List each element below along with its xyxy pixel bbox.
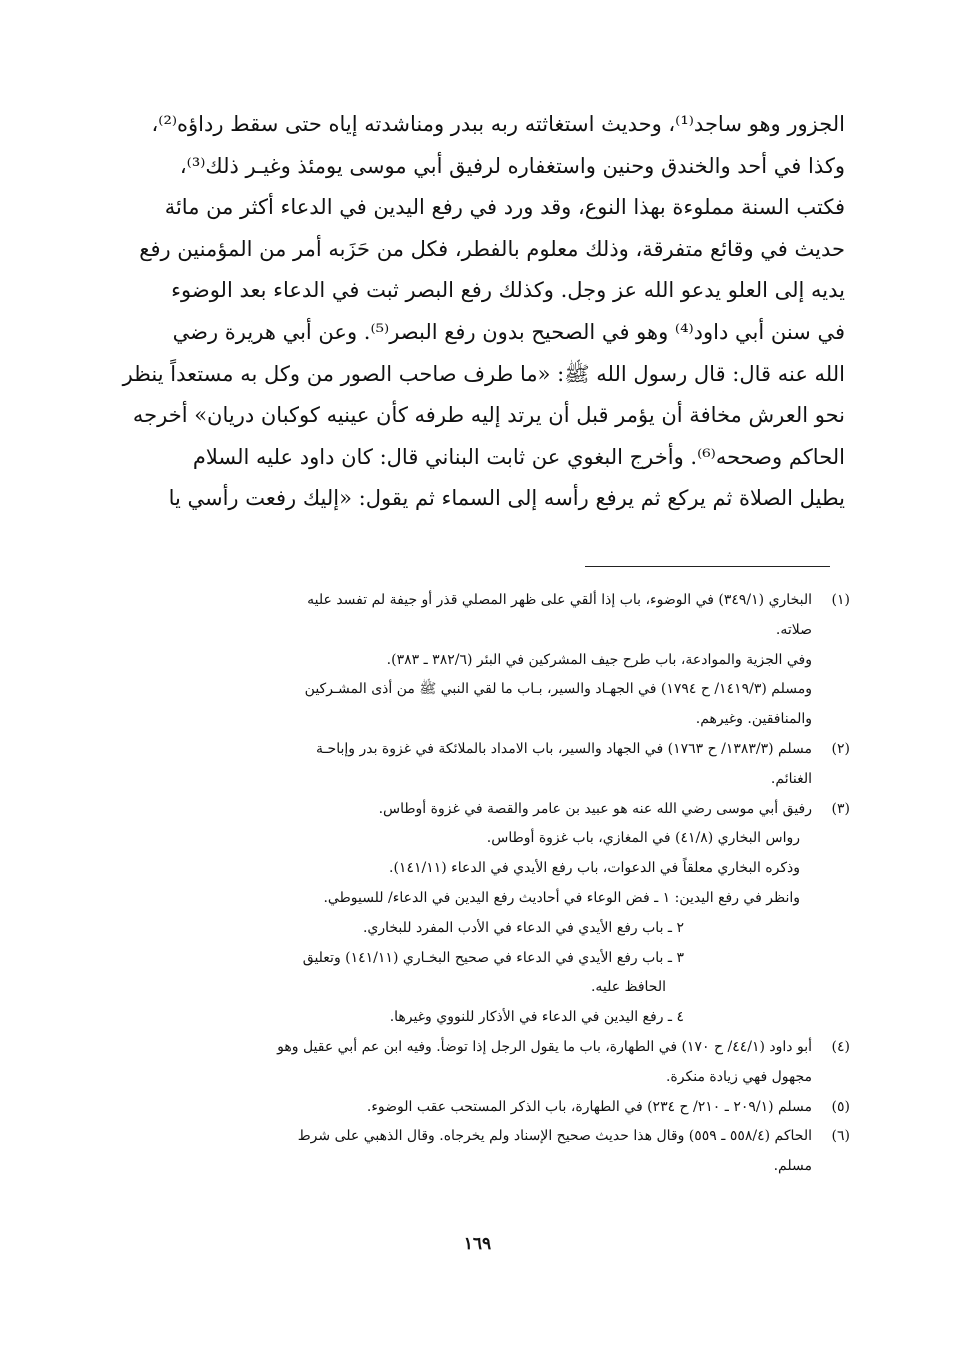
footnote-line: أبو داود (٤٤/١/ ح ١٧٠) في الطهارة، باب ما يقول الرجل إذا توضأ. وفيه ابن عم أبي عقيل وهو (277, 1038, 812, 1055)
main-text-line: يديه إلى العلو يدعو الله عز وجل. وكذلك رفع البصر ثبت في الدعاء بعد الوضوء (171, 278, 845, 303)
footnotes (115, 586, 850, 1182)
footnote-line: وذكره البخاري معلقاً في الدعوات، باب رفع الأيدي في الدعاء (١٤١/١١). (389, 860, 800, 877)
main-text-line: وكذا في أحد والخندق وحنين واستغفاره لرفيق أبي موسى يومئذ وغيـر ذلك⁽³⁾، (179, 153, 845, 178)
footnote-line: البخاري (٣٤٩/١) في الوضوء، باب إذا ألقي على ظهر المصلي قذر أو جيفة لم تفسد عليه (307, 592, 812, 608)
footnote-line: مسلم. (773, 1158, 812, 1175)
main-text-line: الجزور وهو ساجد⁽¹⁾، وحديث استغاثته ربه ببدر ومناشدته إياه حتى سقط رداؤه⁽²⁾، (151, 112, 845, 136)
footnote-number: (٥) (831, 1098, 850, 1115)
main-text-line: نحو العرش مخافة أن يؤمر قبل أن يرتد إليه طرفه كأن عينيه كوكبان دريان» أخرجه (132, 403, 845, 428)
main-text-line: يطيل الصلاة ثم يركع ثم يرفع رأسه إلى السماء ثم يقول: «إليك رفعت رأسي يا (168, 486, 845, 511)
main-text-line: فكتب السنة مملوءة بهذا النوع، وقد ورد في رفع اليدين في الدعاء أكثر من مائة (164, 195, 845, 220)
footnote-number: (١) (831, 592, 850, 608)
footnote-line: وانظر في رفع اليدين: ١ ـ فض الوعاء في أحاديث رفع اليدين في الدعاء/ للسيوطي. (323, 889, 800, 906)
footnote-line: صلاته. (775, 621, 812, 638)
footnote-line: رفيق أبي موسى رضي الله عنه هو عبيد بن عامر والقصة في غزوة أوطاس. (378, 800, 812, 817)
footnote-line: رواس البخاري (٤١/٨) في المغازي، باب غزوة أوطاس. (486, 830, 800, 847)
main-text (115, 104, 845, 520)
footnote-number: (٤) (831, 1038, 850, 1055)
footnote-4 (115, 1033, 850, 1093)
footnote-line: ٤ ـ رفع اليدين في الدعاء في الأذكار للنووي وغيرها. (389, 1009, 684, 1026)
footnote-line: والمنافقين. وغيرهم. (695, 711, 812, 728)
footnote-5 (115, 1093, 850, 1123)
footnote-number: (٦) (831, 1128, 850, 1145)
footnote-line: وفي الجزية والموادعة، باب طرح جيف المشركين في البئر (٣٨٢/٦ ـ ٣٨٣). (386, 651, 812, 668)
footnote-number: (٢) (831, 740, 850, 757)
footnote-2 (115, 735, 850, 795)
main-text-line: الله عنه قال: قال رسول الله ﷺ: «ما طرف صاحب الصور من وكل به مستعداً ينظر (122, 361, 845, 386)
footnote-line: الغنائم. (770, 770, 812, 787)
footnote-number: (٣) (831, 800, 850, 817)
main-text-line: في سنن أبي داود⁽⁴⁾ وهو في الصحيح بدون رفع البصر⁽⁵⁾. وعن أبي هريرة رضي (172, 319, 845, 344)
footnote-1 (115, 586, 850, 735)
page-number: ١٦٩ (463, 1234, 492, 1254)
footnote-3 (115, 795, 850, 1033)
footnote-line: ٣ ـ باب رفع الأيدي في الدعاء في صحيح البخـاري (١٤١/١١) وتعليق (302, 949, 684, 966)
footnote-separator (585, 566, 830, 567)
footnote-line: مجهول فهي زيادة منكرة. (665, 1068, 812, 1085)
main-text-line: الحاكم وصححه⁽⁶⁾. وأخرج البغوي عن ثابت البناني قال: كان داود عليه السلام (192, 444, 845, 469)
footnote-line: ومسلم (١٤١٩/٣/ ح ١٧٩٤) في الجهـاد والسير، بـاب ما لقي النبي ﷺ من أذى المشـركين (304, 681, 812, 698)
footnote-line: مسلم (٢٠٩/١ ـ ٢١٠/ ح ٢٣٤) في الطهارة، باب الذكر المستحب عقب الوضوء. (366, 1098, 812, 1115)
footnote-line: مسلم (١٣٨٣/٣/ ح ١٧٦٣) في الجهاد والسير، باب الامداد بالملائكة في غزوة بدر وإباحـة (315, 740, 812, 757)
footnote-line: الحاكم (٥٥٨/٤ ـ ٥٥٩) وقال هذا حديث صحيح الإسناد ولم يخرجاه. وقال الذهبي على شرط (297, 1128, 812, 1145)
footnote-line: ٢ ـ باب رفع الأيدي في الدعاء في الأدب المفرد للبخاري. (362, 919, 684, 936)
footnote-6 (115, 1122, 850, 1182)
main-text-line: حديث في وقائع متفرقة، وذلك معلوم بالفطر، فكل من حَزَبه أمر من المؤمنين رفع (139, 236, 845, 261)
footnote-line: الحافظ عليه. (590, 979, 666, 996)
